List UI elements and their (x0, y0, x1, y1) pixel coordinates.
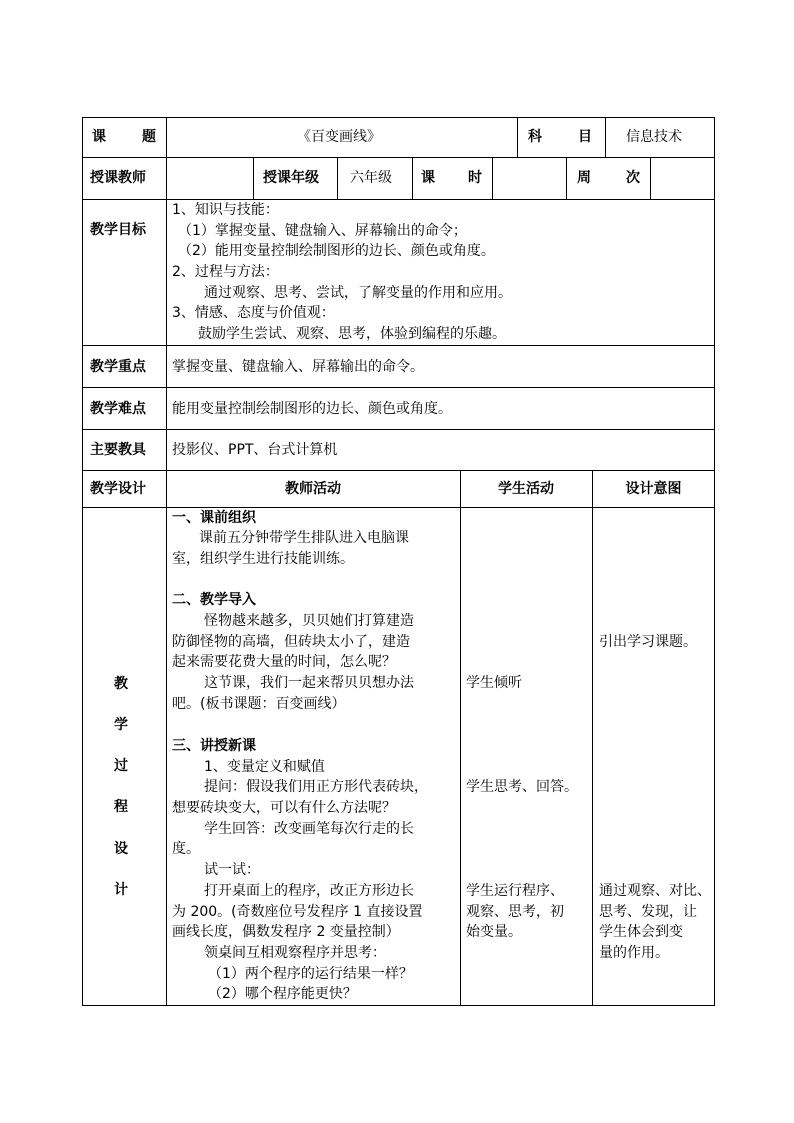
column-divider (166, 117, 167, 1006)
teacher-line: 这节课，我们一起来帮贝贝想办法 (204, 675, 414, 691)
teacher-line: 画线长度，偶数发程序 2 变量控制） (172, 924, 400, 940)
period-label-1: 课 (421, 170, 435, 186)
teacher-label: 授课教师 (90, 170, 146, 186)
topic-label-2: 题 (142, 129, 156, 145)
column-divider (605, 117, 606, 157)
period-label-2: 时 (468, 170, 482, 186)
column-divider (566, 157, 567, 199)
column-divider (592, 470, 593, 1006)
subject-value: 信息技术 (626, 129, 682, 145)
row-divider (82, 345, 715, 346)
teacher-line: 1、变量定义和赋值 (204, 759, 325, 775)
teacher-line: 怪物越来越多，贝贝她们打算建造 (204, 613, 414, 629)
process-side-char: 程 (114, 799, 128, 815)
column-divider (460, 470, 461, 1006)
objective-line: 2、过程与方法： (172, 264, 279, 280)
teacher-line: 学生回答：改变画笔每次行走的长 (204, 821, 414, 837)
teacher-line: 一、课前组织 (172, 510, 256, 526)
teacher-line: 提问：假设我们用正方形代表砖块， (204, 779, 428, 795)
subject-label-1: 科 (528, 129, 542, 145)
row-divider (82, 470, 715, 471)
teacher-line: 防御怪物的高墙，但砖块太小了，建造 (172, 634, 410, 650)
student-line: 学生运行程序、 (466, 883, 564, 899)
process-side-char: 教 (114, 676, 128, 692)
topic-label-1: 课 (92, 129, 106, 145)
subject-label-2: 目 (578, 129, 592, 145)
teacher-line: 三、讲授新课 (172, 738, 256, 754)
teacher-line: 打开桌面上的程序，改正方形边长 (204, 883, 414, 899)
key-point-label: 教学重点 (90, 359, 146, 375)
student-activity-header: 学生活动 (498, 481, 554, 497)
teacher-line: 领桌间互相观察程序并思考： (204, 945, 386, 961)
intent-line: 思考、发现，让 (599, 904, 697, 920)
row-divider (82, 429, 715, 430)
row-divider (82, 157, 715, 158)
intent-line: 引出学习课题。 (599, 634, 697, 650)
student-line: 始变量。 (466, 924, 522, 940)
teacher-line: 起来需要花费大量的时间，怎么呢？ (172, 654, 396, 670)
column-divider (492, 157, 493, 199)
tools-label: 主要教具 (90, 442, 146, 458)
objective-line: （1）掌握变量、键盘输入、屏幕输出的命令； (178, 223, 467, 239)
process-side-char: 设 (114, 841, 128, 857)
grade-value: 六年级 (350, 170, 392, 186)
intent-header: 设计意图 (625, 481, 682, 497)
teacher-line: 吧。(板书课题：百变画线） (172, 696, 346, 712)
objectives-label: 教学目标 (90, 222, 146, 238)
design-label: 教学设计 (90, 481, 146, 497)
objective-line: （2）能用变量控制绘制图形的边长、颜色或角度。 (178, 243, 495, 259)
week-label-2: 次 (626, 170, 640, 186)
teacher-line: 试一试： (204, 862, 260, 878)
key-point-text: 掌握变量、键盘输入、屏幕输出的命令。 (172, 359, 424, 375)
difficulty-label: 教学难点 (90, 401, 146, 417)
process-side-char: 学 (114, 717, 128, 733)
teacher-line: 二、教学导入 (172, 592, 256, 608)
teacher-line: 想要砖块变大，可以有什么方法呢？ (172, 800, 396, 816)
column-divider (650, 157, 651, 199)
lesson-title: 《百变画线》 (297, 129, 381, 145)
row-divider (82, 387, 715, 388)
column-divider (412, 157, 413, 199)
tools-text: 投影仪、PPT、台式计算机 (172, 442, 338, 458)
intent-line: 通过观察、对比、 (599, 883, 711, 899)
column-divider (517, 117, 518, 157)
week-label-1: 周 (577, 170, 591, 186)
teacher-activity-header: 教师活动 (285, 481, 341, 497)
process-side-char: 过 (114, 758, 128, 774)
teacher-line: 度。 (172, 841, 200, 857)
objective-line: 鼓励学生尝试、观察、思考，体验到编程的乐趣。 (198, 326, 506, 342)
teacher-line: （2）哪个程序能更快？ (208, 986, 357, 1002)
process-side-char: 计 (114, 882, 128, 898)
student-line: 观察、思考，初 (466, 904, 564, 920)
teacher-line: 为 200。(奇数座位号发程序 1 直接设置 (172, 904, 423, 920)
intent-line: 学生体会到变 (599, 924, 683, 940)
student-line: 学生倾听 (466, 675, 522, 691)
teacher-line: 室，组织学生进行技能训练。 (172, 551, 354, 567)
intent-line: 量的作用。 (599, 945, 669, 961)
teacher-line: （1）两个程序的运行结果一样？ (208, 966, 413, 982)
objective-line: 3、情感、态度与价值观： (172, 305, 335, 321)
student-line: 学生思考、回答。 (466, 779, 578, 795)
objective-line: 1、知识与技能： (172, 202, 279, 218)
difficulty-text: 能用变量控制绘制图形的边长、颜色或角度。 (172, 401, 452, 417)
grade-label: 授课年级 (263, 170, 319, 186)
column-divider (253, 157, 254, 199)
teacher-line: 课前五分钟带学生排队进入电脑课 (199, 530, 409, 546)
objective-line: 通过观察、思考、尝试，了解变量的作用和应用。 (204, 285, 512, 301)
column-divider (337, 157, 338, 199)
